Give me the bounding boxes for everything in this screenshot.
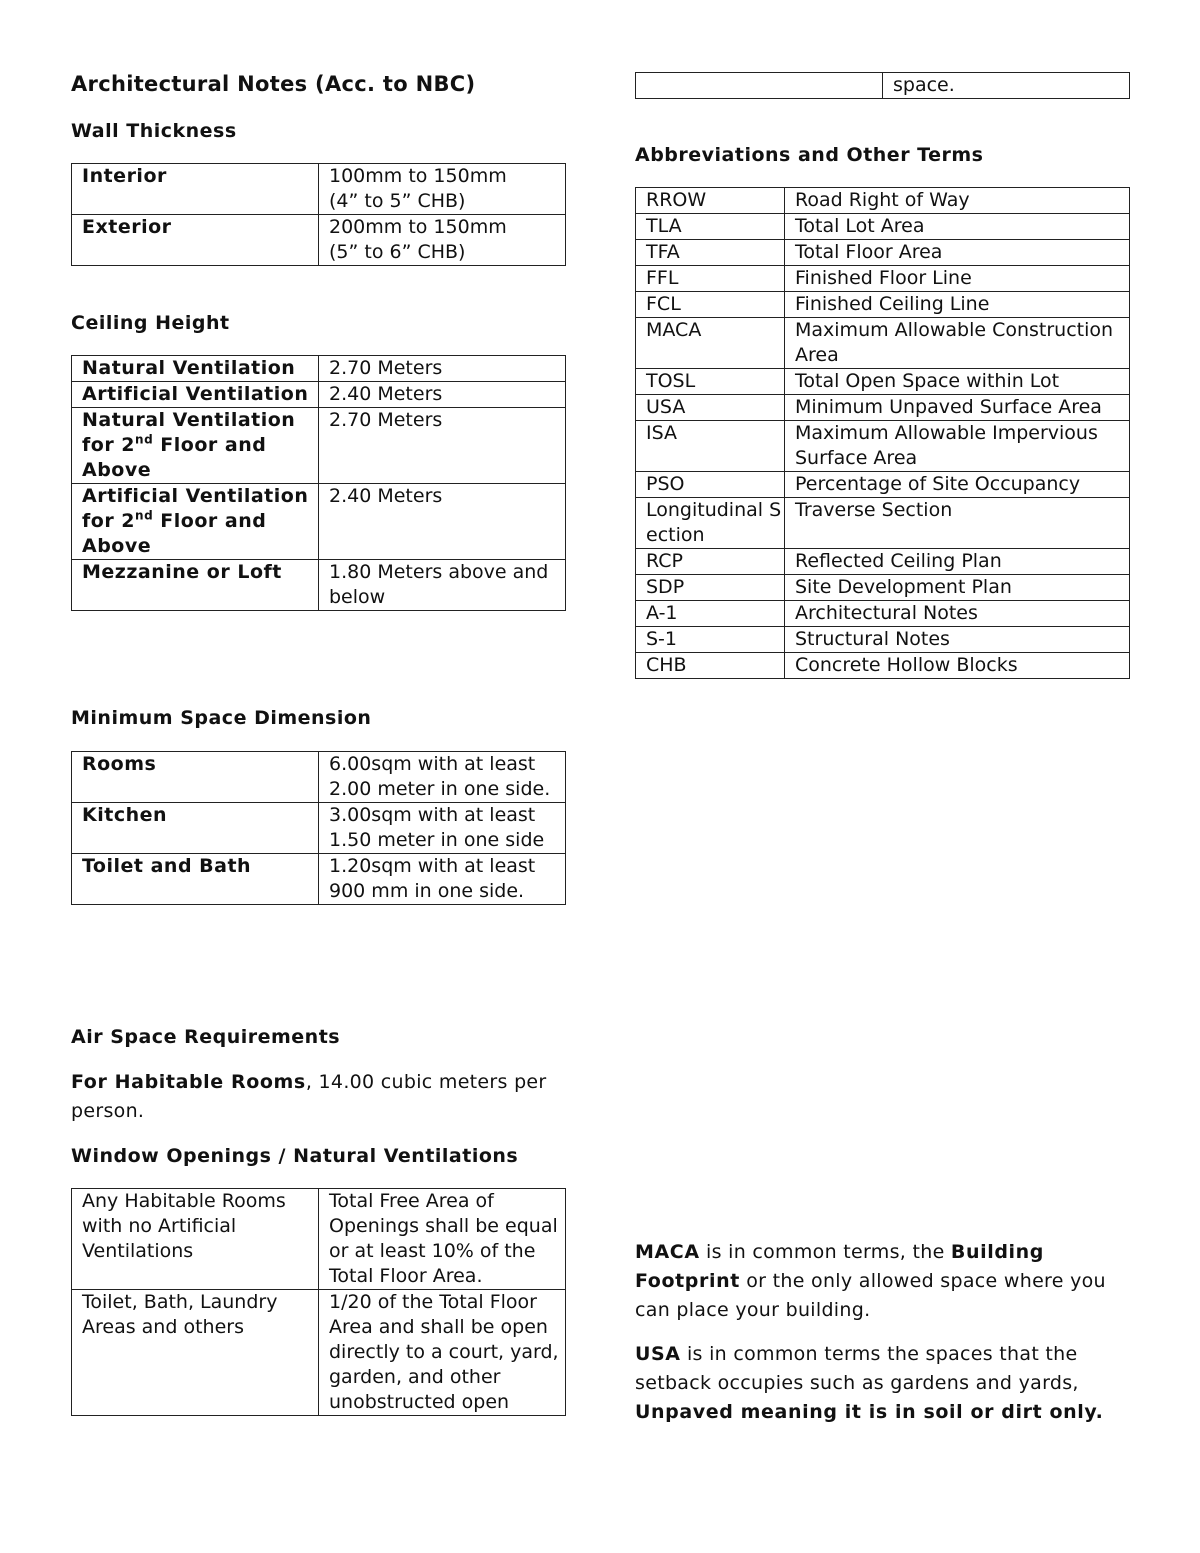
- air-space-rest: , 14.00 cubic meters per person.: [71, 1071, 547, 1122]
- ceiling-value: 2.70 Meters: [319, 356, 566, 382]
- wall-value-line: 100mm to 150mm: [329, 165, 507, 187]
- table-row: [636, 395, 1130, 421]
- table-row: [636, 601, 1130, 627]
- usa-term: USA: [635, 1343, 681, 1365]
- ceiling-value: 2.70 Meters: [319, 408, 566, 484]
- abbr-meaning: Total Open Space within Lot: [785, 369, 1130, 395]
- ordinal-suffix: nd: [135, 508, 154, 523]
- abbr-meaning: Traverse Section: [785, 498, 1130, 549]
- wall-value: [319, 164, 566, 215]
- abbr-term: MACA: [636, 318, 785, 369]
- maca-bold: Building Footprint: [635, 1241, 1044, 1292]
- table-row: [636, 318, 1130, 369]
- table-row: [636, 188, 1130, 214]
- abbr-meaning: Finished Ceiling Line: [785, 292, 1130, 318]
- abbr-meaning: Percentage of Site Occupancy: [785, 472, 1130, 498]
- abbr-term: TFA: [636, 240, 785, 266]
- ceiling-value: 1.80 Meters above and below: [319, 560, 566, 611]
- maca-term: MACA: [635, 1241, 700, 1263]
- ceiling-label: Artificial Ventilation: [72, 382, 319, 408]
- ceiling-label: [72, 408, 319, 484]
- ceiling-value: 2.40 Meters: [319, 484, 566, 560]
- abbreviations-heading: Abbreviations and Other Terms: [635, 144, 984, 166]
- table-row: [72, 356, 566, 382]
- air-space-text: [71, 1068, 566, 1126]
- abbr-meaning: Reflected Ceiling Plan: [785, 549, 1130, 575]
- abbr-meaning: Finished Floor Line: [785, 266, 1130, 292]
- table-row: [72, 560, 566, 611]
- wall-value-line: (4” to 5” CHB): [329, 190, 466, 212]
- abbr-meaning: Minimum Unpaved Surface Area: [785, 395, 1130, 421]
- table-row: [636, 369, 1130, 395]
- abbr-term: TOSL: [636, 369, 785, 395]
- space-label: Toilet and Bath: [72, 854, 319, 905]
- abbr-term: PSO: [636, 472, 785, 498]
- table-row: [636, 498, 1130, 549]
- abbr-term: A-1: [636, 601, 785, 627]
- abbr-term: Longitudinal Section: [636, 498, 785, 549]
- space-label: Kitchen: [72, 803, 319, 854]
- abbr-term: RROW: [636, 188, 785, 214]
- maca-text: is in common terms, the: [699, 1241, 951, 1263]
- wall-thickness-table: [71, 163, 566, 266]
- window-label: Toilet, Bath, Laundry Areas and others: [72, 1290, 319, 1416]
- ceiling-height-table: [71, 355, 566, 611]
- ceiling-label: Mezzanine or Loft: [72, 560, 319, 611]
- air-space-heading: Air Space Requirements: [71, 1026, 341, 1048]
- window-openings-table-continued: [635, 72, 1130, 99]
- window-label: Any Habitable Rooms with no Artificial Ventilations: [72, 1189, 319, 1290]
- window-value-continued: space.: [883, 73, 1130, 99]
- abbr-term: RCP: [636, 549, 785, 575]
- abbr-term: FCL: [636, 292, 785, 318]
- abbreviations-table: [635, 187, 1130, 679]
- window-value: 1/20 of the Total Floor Area and shall be open directly to a court, yard, garden, and other unobstructed open: [319, 1290, 566, 1416]
- window-openings-heading: Window Openings / Natural Ventilations: [71, 1145, 519, 1167]
- table-row: [72, 752, 566, 803]
- table-row: [636, 549, 1130, 575]
- abbr-meaning: Architectural Notes: [785, 601, 1130, 627]
- ceiling-label-text: Natural Ventilation for 2: [82, 409, 296, 456]
- wall-value-line: (5” to 6” CHB): [329, 241, 466, 263]
- abbr-term: USA: [636, 395, 785, 421]
- abbr-term: ISA: [636, 421, 785, 472]
- space-value: 1.20sqm with at least 900 mm in one side.: [319, 854, 566, 905]
- abbr-meaning: Maximum Allowable Impervious Surface Area: [785, 421, 1130, 472]
- ceiling-label-text: Floor and Above: [82, 434, 267, 481]
- table-row: [636, 292, 1130, 318]
- abbr-meaning: Total Lot Area: [785, 214, 1130, 240]
- table-row: [72, 1189, 566, 1290]
- abbr-meaning: Total Floor Area: [785, 240, 1130, 266]
- maca-note: [635, 1238, 1115, 1325]
- abbr-term: FFL: [636, 266, 785, 292]
- abbr-meaning: Road Right of Way: [785, 188, 1130, 214]
- table-row: [636, 421, 1130, 472]
- ceiling-label-text: Floor and Above: [82, 510, 267, 557]
- abbr-term: SDP: [636, 575, 785, 601]
- table-row: [72, 408, 566, 484]
- abbr-term: TLA: [636, 214, 785, 240]
- table-row: [72, 382, 566, 408]
- usa-bold: Unpaved meaning it is in soil or dirt only.: [635, 1401, 1104, 1423]
- table-row: [636, 653, 1130, 679]
- wall-label: Exterior: [72, 215, 319, 266]
- window-label-empty: [636, 73, 883, 99]
- table-row: [72, 164, 566, 215]
- space-label: Rooms: [72, 752, 319, 803]
- min-space-table: [71, 751, 566, 905]
- table-row: [636, 266, 1130, 292]
- space-value: 3.00sqm with at least 1.50 meter in one side: [319, 803, 566, 854]
- ceiling-label: Natural Ventilation: [72, 356, 319, 382]
- maca-text: or the only allowed space where you can place your building.: [635, 1270, 1106, 1321]
- ceiling-height-heading: Ceiling Height: [71, 312, 230, 334]
- space-value: 6.00sqm with at least 2.00 meter in one side.: [319, 752, 566, 803]
- abbr-meaning: Site Development Plan: [785, 575, 1130, 601]
- table-row: [72, 484, 566, 560]
- table-row: [636, 214, 1130, 240]
- abbr-meaning: Maximum Allowable Construction Area: [785, 318, 1130, 369]
- page-title: Architectural Notes (Acc. to NBC): [71, 72, 476, 96]
- abbr-term: CHB: [636, 653, 785, 679]
- air-space-bold: For Habitable Rooms: [71, 1071, 306, 1093]
- table-row: [636, 472, 1130, 498]
- table-row: [72, 854, 566, 905]
- ceiling-label: [72, 484, 319, 560]
- ordinal-suffix: nd: [135, 432, 154, 447]
- usa-text: is in common terms the spaces that the setback occupies such as gardens and yards,: [635, 1343, 1079, 1394]
- abbr-meaning: Structural Notes: [785, 627, 1130, 653]
- window-value: Total Free Area of Openings shall be equal or at least 10% of the Total Floor Area.: [319, 1189, 566, 1290]
- wall-value: [319, 215, 566, 266]
- table-row: [72, 215, 566, 266]
- wall-value-line: 200mm to 150mm: [329, 216, 507, 238]
- table-row: [72, 803, 566, 854]
- ceiling-label-text: Artificial Ventilation for 2: [82, 485, 309, 532]
- table-row: [636, 73, 1130, 99]
- table-row: [636, 575, 1130, 601]
- wall-thickness-heading: Wall Thickness: [71, 120, 237, 142]
- wall-label: Interior: [72, 164, 319, 215]
- usa-note: [635, 1340, 1130, 1427]
- window-openings-table: [71, 1188, 566, 1416]
- table-row: [636, 627, 1130, 653]
- table-row: [72, 1290, 566, 1416]
- min-space-heading: Minimum Space Dimension: [71, 707, 372, 729]
- table-row: [636, 240, 1130, 266]
- abbr-term: S-1: [636, 627, 785, 653]
- ceiling-value: 2.40 Meters: [319, 382, 566, 408]
- abbr-meaning: Concrete Hollow Blocks: [785, 653, 1130, 679]
